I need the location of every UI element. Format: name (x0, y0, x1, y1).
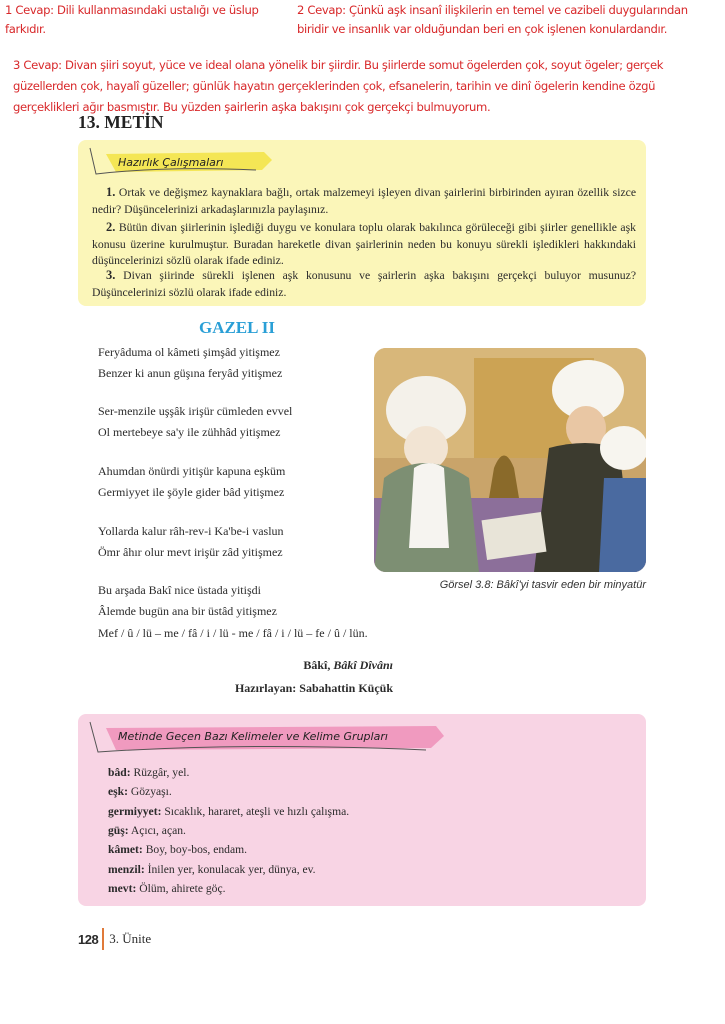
vocabulary-box (78, 714, 646, 906)
vocab-entry: menzil: İnilen yer, konulacak yer, dünya, ev. (108, 863, 316, 876)
preparation-banner (86, 146, 223, 178)
poem-line: Ahumdan önürdi yitişür kapuna eşküm (98, 464, 286, 478)
vocab-entry: eşk: Gözyaşı. (108, 785, 172, 798)
answer-1: 1 Cevap: Dili kullanmasındaki ustalığı ve üslup farkıdır. (5, 3, 259, 36)
vocab-entry: bâd: Rüzgâr, yel. (108, 766, 190, 779)
answer-3: 3 Cevap: Divan şiiri soyut, yüce ve ideal olana yönelik bir şiirdir. Bu şiirlerde somut ögelerden çok, soyut ögeler; gerçek güzellerden çok, hayalî güzeller; günlük hayatın gerçeklerinden çok, efsanelerin, tarihin ve dinî ögelerin kendine özgü gerçeklikleri ağır basmıştır. Bu yüzden şairlerin aşka bakışını çok gerçekçi bulmuyorum. (13, 58, 664, 114)
poem-line: Bu arşada Bakî nice üstada yitişdi (98, 583, 261, 597)
preparation-heading: Hazırlık Çalışmaları (118, 155, 224, 169)
section-title: 13. METİN (78, 112, 164, 132)
vocab-entry: kâmet: Boy, boy-bos, endam. (108, 843, 248, 856)
poem-line: Germiyyet ile şöyle gider bâd yitişmez (98, 485, 285, 499)
vocab-entry: germiyyet: Sıcaklık, hararet, ateşli ve hızlı çalışma. (108, 805, 350, 818)
vocab-entry: güş: Açıcı, açan. (108, 824, 186, 837)
poem-line: Ol mertebeye sa'y ile zühhâd yitişmez (98, 425, 281, 439)
question-2: 2. Bütün divan şiirlerinin işlediği duygu ve konulara toplu olarak bakılınca görüleceği gibi şiirler genellikle aşk konusu üzerine kurulmuştur. Buradan hareketle divan şairlerinin neden bu konuyu sürekli işledikleri hakkındaki düşüncelerinizi sözlü olarak ifade ediniz. (92, 220, 637, 267)
page-number: 128 (78, 931, 99, 947)
footer-divider (102, 928, 104, 950)
poem-line: Benzer ki anun güşına feryâd yitişmez (98, 366, 283, 380)
poem-line: Âlemde bugün ana bir üstâd yitişmez (98, 604, 277, 618)
figure-caption: Görsel 3.8: Bâkî'yi tasvir eden bir minyatür (439, 579, 646, 591)
poem-editor: Hazırlayan: Sabahattin Küçük (234, 681, 393, 695)
poem-meter: Mef / û / lü – me / fâ / i / lü - me / fâ / i / lü – fe / û / lün. (98, 626, 368, 640)
vocab-entry: mevt: Ölüm, ahirete göç. (108, 882, 226, 895)
answer-2: 2 Cevap: Çünkü aşk insanî ilişkilerin en temel ve cazibeli duygularından biridir ve insanlık var olduğundan beri en çok işlenen konulardandır. (297, 3, 688, 36)
preparation-box (78, 140, 646, 306)
question-1: 1. Ortak ve değişmez kaynaklara bağlı, ortak malzemeyi işleyen divan şairlerini birbirinden ayıran özellik sizce nedir? Düşüncelerinizi arkadaşlarınızla paylaşınız. (92, 185, 637, 216)
vocabulary-heading: Metinde Geçen Bazı Kelimeler ve Kelime Grupları (118, 729, 388, 743)
poem-line: Feryâduma ol kâmeti şimşâd yitişmez (98, 345, 280, 359)
poem-line: Yollarda kalur râh-rev-i Ka'be-i vaslun (98, 524, 284, 538)
poem-line: Ser-menzile uşşâk irişür cümleden evvel (98, 404, 293, 418)
page-footer (78, 928, 151, 950)
poem-line: Ömr âhır olur mevt irişür zâd yitişmez (98, 545, 283, 559)
poem-source: Bâkî, Bâkî Dîvânı (303, 658, 393, 672)
vocabulary-banner (86, 720, 388, 752)
miniature-image (374, 348, 646, 572)
poem-title: GAZEL II (198, 318, 276, 337)
unit-label: 3. Ünite (109, 931, 152, 946)
question-3: 3. Divan şiirinde sürekli işlenen aşk konusunu ve şairlerin aşka bakışını gerçekçi buluyor musunuz? Düşüncelerinizi sözlü olarak ifade ediniz. (92, 268, 637, 299)
